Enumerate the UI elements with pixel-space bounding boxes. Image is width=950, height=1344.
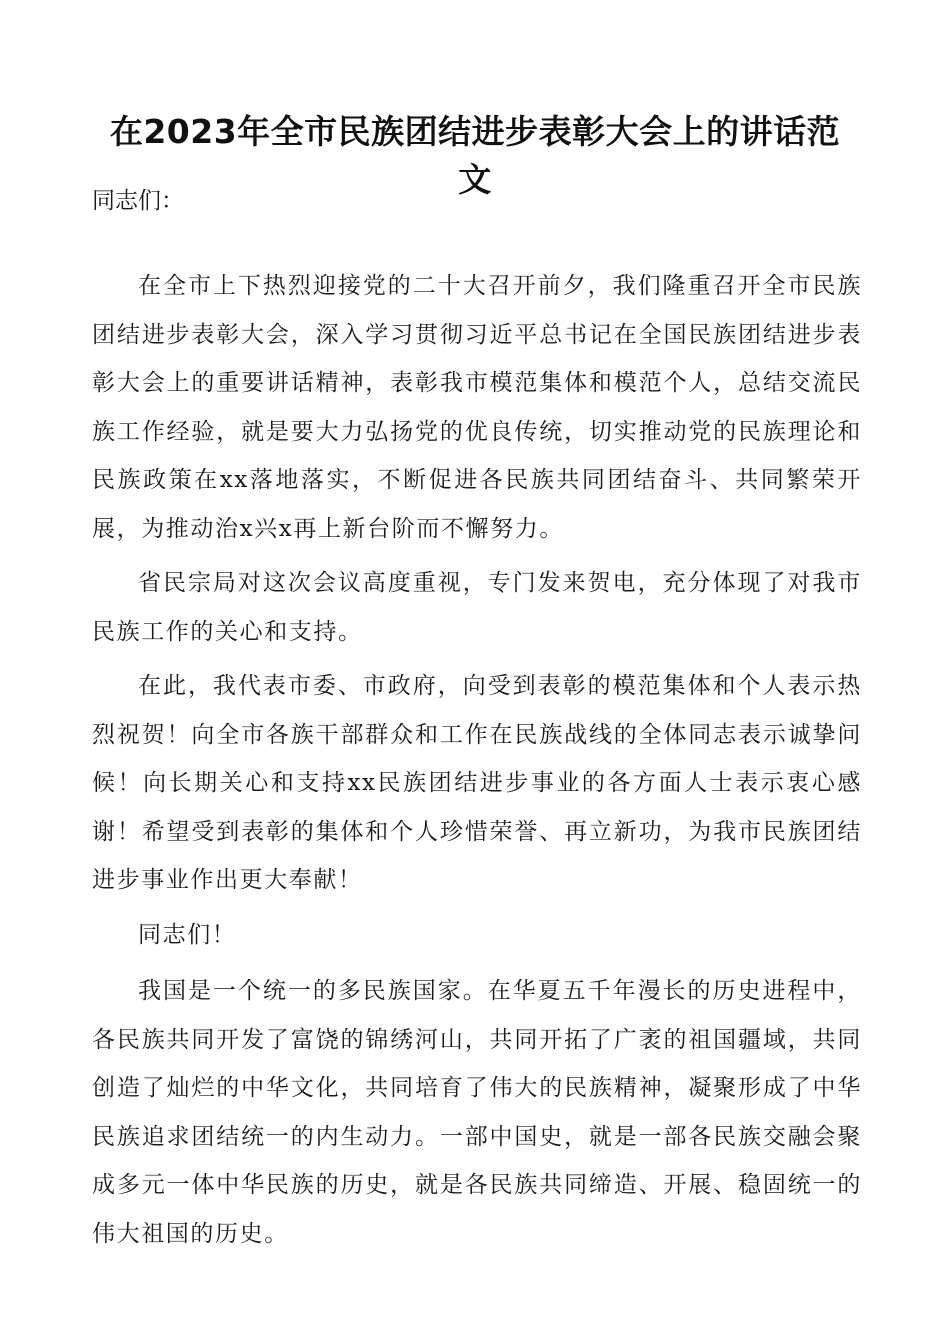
paragraph-comrades: 同志们！ bbox=[138, 921, 237, 948]
paragraph-greetings: 在此，我代表市委、市政府，向受到表彰的模范集体和个人表示热烈祝贺！向全市各族干部群众和工作在民族战线的全体同志表示诚挚问候！向长期关心和支持xx民族团结进步事业的各方面人士表示衷心感谢！希望受到表彰的集体和个人珍惜荣誉、再立新功，为我市民族团结进步事业作出更大奉献！ bbox=[92, 673, 862, 893]
paragraph-congratulatory-message: 省民宗局对这次会议高度重视，专门发来贺电，充分体现了对我市民族工作的关心和支持。 bbox=[92, 570, 862, 645]
document-title: 在2023年全市民族团结进步表彰大会上的讲话范文 bbox=[109, 112, 841, 199]
paragraph-history: 我国是一个统一的多民族国家。在华夏五千年漫长的历史进程中，各民族共同开发了富饶的锦绣河山，共同开拓了广袤的祖国疆域，共同创造了灿烂的中华文化，共同培育了伟大的民族精神，凝聚形成了中华民族追求团结统一的内生动力。一部中国史，就是一部各民族交融会聚成多元一体中华民族的历史，就是各民族共同缔造、开展、稳固统一的伟大祖国的历史。 bbox=[92, 978, 862, 1247]
paragraph-opening: 在全市上下热烈迎接党的二十大召开前夕，我们隆重召开全市民族团结进步表彰大会，深入学习贯彻习近平总书记在全国民族团结进步表彰大会上的重要讲话精神，表彰我市模范集体和模范个人，总结交流民族工作经验，就是要大力弘扬党的优良传统，切实推动党的民族理论和民族政策在xx落地落实，不断促进各民族共同团结奋斗、共同繁荣开展，为推动治x兴x再上新台阶而不懈努力。 bbox=[92, 273, 862, 542]
document-body bbox=[92, 262, 862, 1264]
salutation: 同志们： bbox=[92, 188, 184, 214]
